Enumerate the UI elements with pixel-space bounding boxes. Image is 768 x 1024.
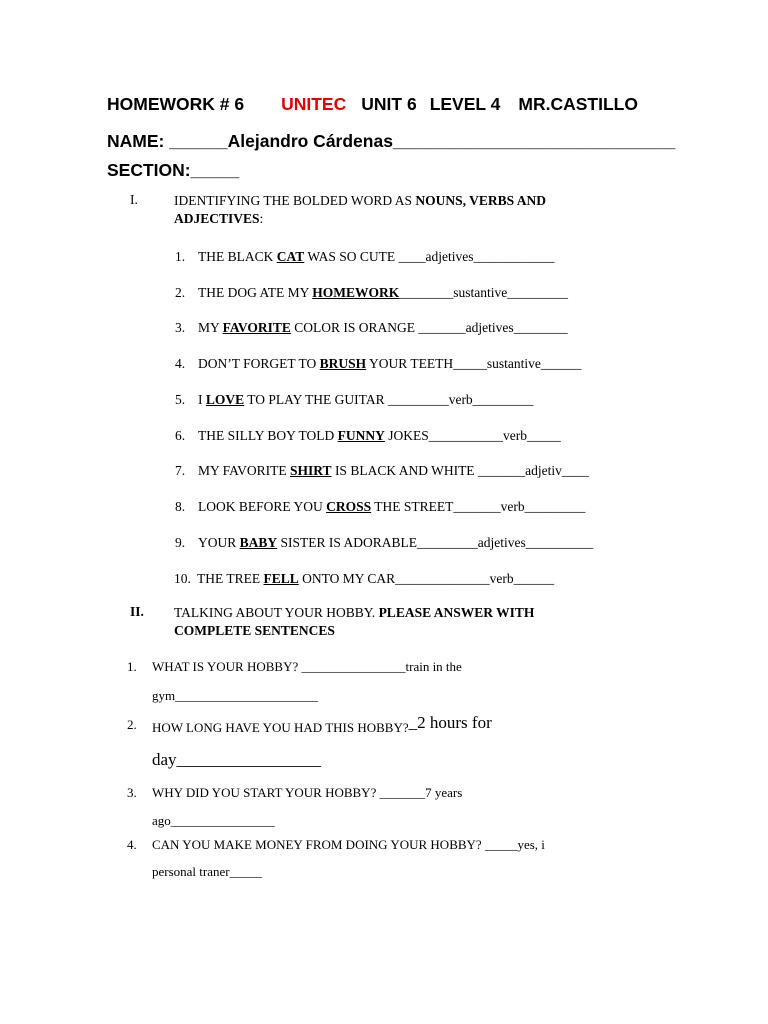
bolded-word: FUNNY bbox=[337, 428, 385, 443]
section2-numeral: II. bbox=[130, 604, 144, 619]
question-number: 1. bbox=[127, 659, 137, 674]
item-text-after: YOUR TEETH_____sustantive______ bbox=[366, 356, 582, 371]
item-text-before: MY FAVORITE bbox=[198, 463, 291, 478]
name-line: NAME: ______Alejandro Cárdenas_____________________________ bbox=[107, 131, 676, 151]
question-number: 4. bbox=[127, 837, 137, 852]
section1-numeral: I. bbox=[130, 192, 138, 207]
unit-label: UNIT 6 bbox=[361, 94, 417, 114]
header-title-line bbox=[107, 94, 638, 115]
item-number: 6. bbox=[175, 428, 186, 443]
item-text-before: DON’T FORGET TO bbox=[198, 356, 320, 371]
question-answer-continuation: day_________________ bbox=[152, 750, 322, 769]
item-number: 4. bbox=[175, 356, 186, 371]
question-number: 3. bbox=[127, 785, 137, 800]
item-text-after: SISTER IS ADORABLE_________adjetives__________ bbox=[277, 535, 594, 550]
homework-number: HOMEWORK # 6 bbox=[107, 94, 245, 114]
list-item bbox=[175, 535, 593, 551]
list-item bbox=[175, 356, 581, 372]
bolded-word: LOVE bbox=[205, 392, 245, 407]
teacher-name: MR.CASTILLO bbox=[518, 94, 638, 114]
item-text-before: THE TREE bbox=[197, 571, 264, 586]
section2-title: TALKING ABOUT YOUR HOBBY. PLEASE ANSWER WITH COMPLETE SENTENCES bbox=[174, 605, 535, 638]
item-number: 5. bbox=[175, 392, 186, 407]
school-name: UNITEC bbox=[281, 94, 347, 114]
item-number: 10. bbox=[174, 571, 191, 586]
question-text: WHAT IS YOUR HOBBY? ________________train in the bbox=[152, 659, 462, 674]
item-text-after: TO PLAY THE GUITAR _________verb_________ bbox=[244, 392, 534, 407]
section1-title: IDENTIFYING THE BOLDED WORD AS NOUNS, VERBS AND ADJECTIVES: bbox=[174, 193, 547, 226]
item-number: 2. bbox=[175, 285, 186, 300]
list-item bbox=[175, 392, 533, 408]
question-text: HOW LONG HAVE YOU HAD THIS HOBBY?_2 hours for bbox=[152, 713, 492, 735]
item-text-before: MY bbox=[198, 320, 223, 335]
item-text-before: I bbox=[198, 392, 206, 407]
bolded-word: SHIRT bbox=[290, 463, 332, 478]
list-item bbox=[174, 571, 554, 587]
question-answer-continuation: personal traner_____ bbox=[152, 864, 263, 879]
list-item bbox=[175, 285, 568, 301]
item-number: 7. bbox=[175, 463, 186, 478]
item-text-before: YOUR bbox=[198, 535, 240, 550]
item-number: 9. bbox=[175, 535, 186, 550]
item-text-before: THE DOG ATE MY bbox=[198, 285, 313, 300]
bolded-word: HOMEWORK bbox=[312, 285, 400, 300]
answer-text: _2 hours for bbox=[408, 713, 492, 732]
item-text-after: ________sustantive_________ bbox=[399, 285, 568, 300]
item-text-after: JOKES___________verb_____ bbox=[384, 428, 561, 443]
bolded-word: BRUSH bbox=[319, 356, 367, 371]
item-text-before: THE BLACK bbox=[198, 249, 277, 264]
level-label: LEVEL 4 bbox=[429, 94, 501, 114]
bolded-word: CAT bbox=[276, 249, 305, 264]
item-number: 1. bbox=[175, 249, 186, 264]
question-answer-continuation: gym______________________ bbox=[152, 688, 319, 703]
question-number: 2. bbox=[127, 717, 137, 732]
item-text-before: LOOK BEFORE YOU bbox=[198, 499, 327, 514]
section-line: SECTION:_____ bbox=[107, 160, 240, 180]
bolded-word: CROSS bbox=[326, 499, 372, 514]
list-item bbox=[175, 320, 568, 336]
item-text-before: THE SILLY BOY TOLD bbox=[198, 428, 338, 443]
question-text: WHY DID YOU START YOUR HOBBY? _______7 years bbox=[152, 785, 463, 800]
item-number: 8. bbox=[175, 499, 186, 514]
bolded-word: FAVORITE bbox=[222, 320, 291, 335]
list-item bbox=[175, 499, 585, 515]
list-item bbox=[175, 428, 561, 444]
question-text: CAN YOU MAKE MONEY FROM DOING YOUR HOBBY? _____yes, i bbox=[152, 837, 545, 852]
list-item bbox=[175, 463, 589, 479]
bolded-word: BABY bbox=[239, 535, 278, 550]
list-item bbox=[175, 249, 555, 265]
bolded-word: FELL bbox=[263, 571, 299, 586]
question-answer-continuation: ago________________ bbox=[152, 813, 275, 828]
item-text-after: COLOR IS ORANGE _______adjetives________ bbox=[290, 320, 568, 335]
item-text-after: IS BLACK AND WHITE _______adjetiv____ bbox=[331, 463, 589, 478]
item-text-after: ONTO MY CAR______________verb______ bbox=[298, 571, 555, 586]
item-number: 3. bbox=[175, 320, 186, 335]
item-text-after: THE STREET_______verb_________ bbox=[371, 499, 586, 514]
item-text-after: WAS SO CUTE ____adjetives____________ bbox=[304, 249, 555, 264]
